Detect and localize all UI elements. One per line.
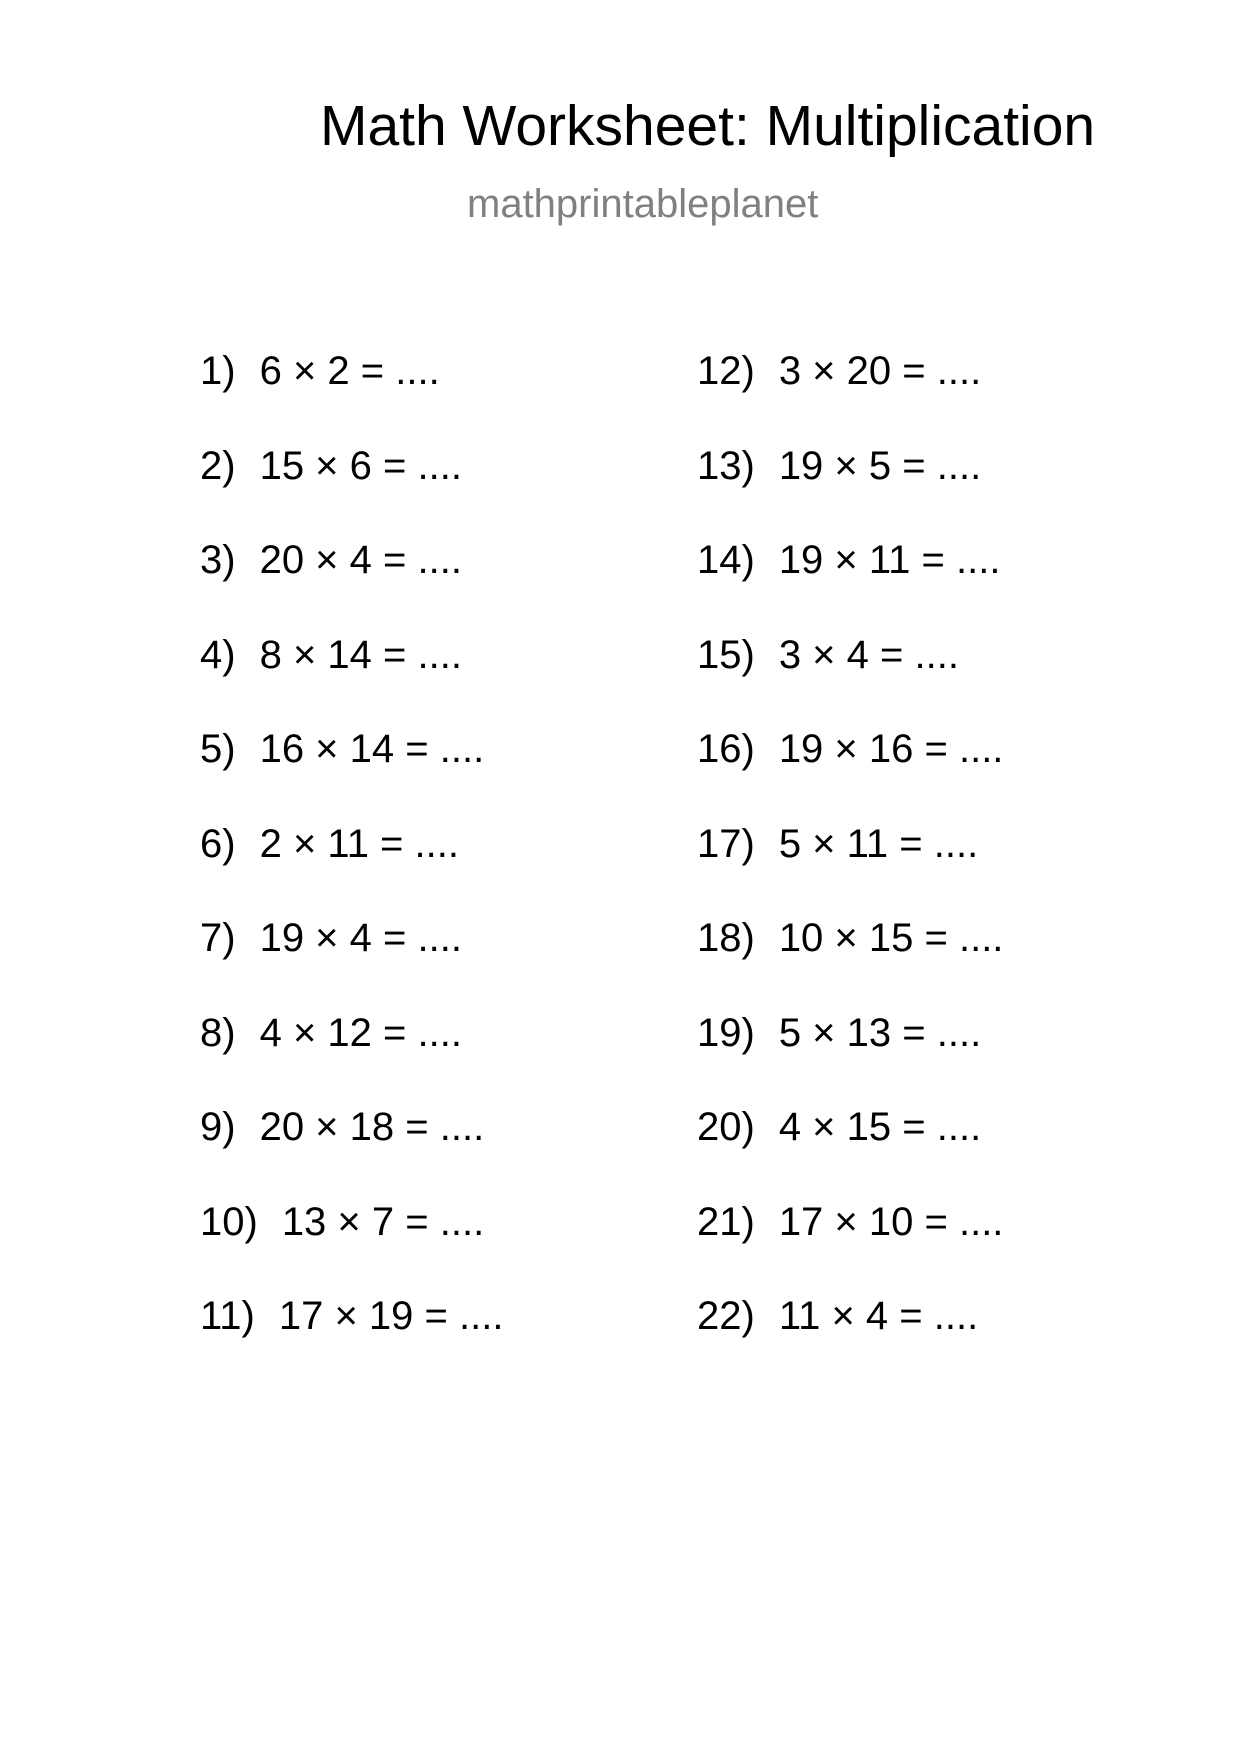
problem-expression: 11 × 4 = .... [778, 1294, 979, 1338]
problem-number: 19) [697, 1010, 755, 1055]
problem-number: 8) [200, 1010, 236, 1055]
problem-expression: 5 × 11 = .... [778, 821, 979, 866]
problem-expression: 2 × 11 = .... [259, 821, 459, 866]
problem-item [200, 1199, 503, 1297]
problem-item [697, 1107, 1003, 1202]
problem-item [200, 729, 503, 824]
problem-item [200, 443, 503, 541]
problem-item [697, 821, 1003, 919]
problem-number: 6) [200, 821, 236, 866]
problem-number: 7) [200, 916, 236, 960]
problem-expression: 19 × 11 = .... [778, 538, 1001, 582]
problem-item [200, 1107, 503, 1202]
problem-number: 22) [697, 1294, 755, 1338]
problem-item [200, 1010, 503, 1108]
problem-expression: 4 × 15 = .... [778, 1105, 982, 1149]
problem-number: 1) [200, 349, 236, 393]
problem-expression: 8 × 14 = .... [259, 632, 462, 677]
problem-expression: 19 × 5 = .... [778, 443, 982, 488]
problem-expression: 17 × 19 = .... [278, 1294, 504, 1338]
problem-number: 3) [200, 538, 236, 582]
problem-expression: 15 × 6 = .... [259, 443, 462, 488]
problem-number: 5) [200, 727, 236, 771]
problem-item [697, 1199, 1004, 1297]
problem-item [697, 1296, 1003, 1391]
page-subtitle: mathprintableplanet [467, 182, 819, 226]
problem-column-right [697, 351, 1003, 1391]
problem-item [697, 351, 1003, 446]
problem-item [697, 918, 1003, 1013]
problem-number: 12) [697, 349, 755, 393]
problem-expression: 3 × 4 = .... [778, 632, 959, 677]
problem-item [200, 632, 503, 730]
problem-item [200, 918, 503, 1013]
problem-item [697, 729, 1003, 824]
problem-number: 9) [200, 1105, 236, 1149]
problem-number: 11) [200, 1294, 255, 1338]
problem-expression: 19 × 4 = .... [259, 916, 462, 960]
problem-expression: 13 × 7 = .... [281, 1199, 485, 1244]
problem-number: 18) [697, 916, 755, 960]
problem-item [200, 540, 503, 635]
problem-number: 14) [697, 538, 755, 582]
problem-expression: 20 × 18 = .... [259, 1105, 485, 1149]
problem-expression: 16 × 14 = .... [259, 727, 485, 771]
problem-expression: 10 × 15 = .... [778, 916, 1004, 960]
problem-column-left [200, 351, 503, 1391]
problem-expression: 6 × 2 = .... [259, 349, 440, 393]
problem-item [697, 1010, 1003, 1108]
problem-item [697, 632, 1003, 730]
problem-expression: 4 × 12 = .... [259, 1010, 462, 1055]
page-title: Math Worksheet: Multiplication [320, 94, 1096, 158]
problem-item [697, 540, 1003, 635]
problem-number: 13) [697, 443, 755, 488]
problem-number: 4) [200, 632, 236, 677]
problem-number: 10) [200, 1199, 258, 1244]
problem-expression: 5 × 13 = .... [778, 1010, 982, 1055]
problem-number: 2) [200, 443, 236, 488]
problem-number: 15) [697, 632, 755, 677]
problem-item [200, 1296, 503, 1391]
problem-expression: 3 × 20 = .... [778, 349, 982, 393]
problem-number: 17) [697, 821, 755, 866]
problem-number: 21) [697, 1199, 755, 1244]
problem-expression: 20 × 4 = .... [259, 538, 462, 582]
problem-item [697, 443, 1003, 541]
problem-number: 20) [697, 1105, 755, 1149]
problem-number: 16) [697, 727, 755, 771]
problem-expression: 19 × 16 = .... [778, 727, 1004, 771]
problem-item [200, 821, 503, 919]
problem-expression: 17 × 10 = .... [778, 1199, 1004, 1244]
problem-item [200, 351, 503, 446]
